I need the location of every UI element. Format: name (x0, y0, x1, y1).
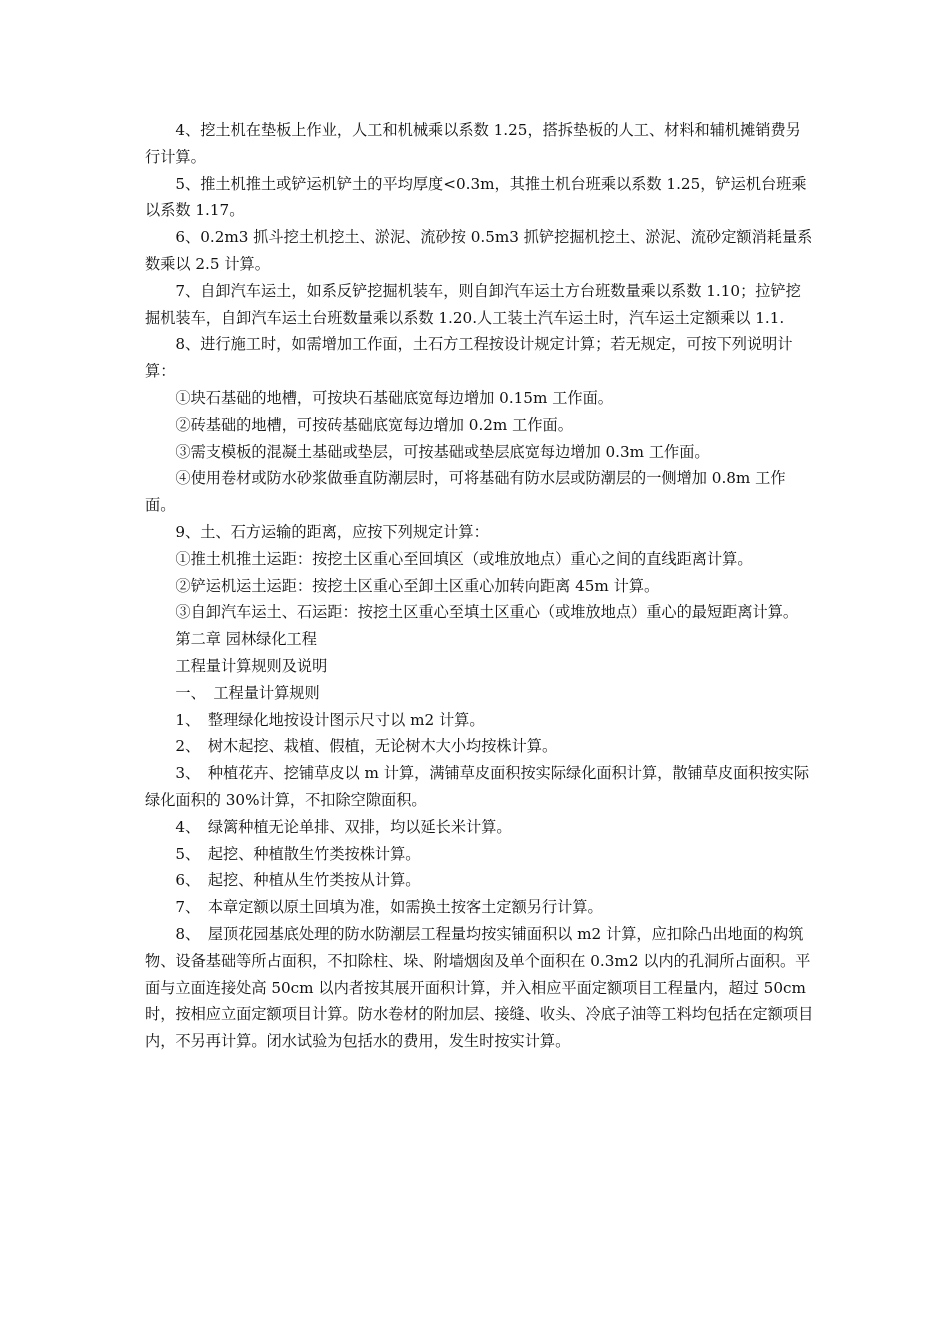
calc-rule-2: 2、 树木起挖、栽植、假植，无论树木大小均按株计算。 (175, 737, 558, 756)
paragraph-rule-8-item-1: ①块石基础的地槽，可按块石基础底宽每边增加 0.15m 工作面。 (175, 388, 613, 407)
paragraph-rule-7: 7、自卸汽车运土，如系反铲挖掘机装车，则自卸汽车运土方台班数量乘以系数 1.10；拉铲挖掘机装车，自卸汽车运土台班数量乘以系数 1.20.人工装土汽车运土时，汽车运土定额乘以 1.1. (145, 281, 801, 327)
paragraph-rule-6: 6、0.2m3 抓斗挖土机挖土、淤泥、流砂按 0.5m3 抓铲挖掘机挖土、淤泥、流砂定额消耗量系数乘以 2.5 计算。 (145, 228, 813, 273)
paragraph-rule-8-item-2: ②砖基础的地槽，可按砖基础底宽每边增加 0.2m 工作面。 (175, 415, 573, 434)
calc-rule-5: 5、 起挖、种植散生竹类按株计算。 (175, 844, 421, 863)
calc-rule-4: 4、 绿篱种植无论单排、双排，均以延长米计算。 (175, 817, 512, 836)
paragraph-rule-9-item-2: ②铲运机运土运距：按挖土区重心至卸土区重心加转向距离 45m 计算。 (175, 576, 660, 595)
document-body (145, 117, 815, 1055)
subsection-heading: 一、 工程量计算规则 (175, 683, 320, 702)
paragraph-rule-8-item-4: ④使用卷材或防水砂浆做垂直防潮层时，可将基础有防水层或防潮层的一侧增加 0.8m 工作面。 (145, 469, 786, 515)
paragraph-rule-8: 8、进行施工时，如需增加工作面，土石方工程按设计规定计算；若无规定，可按下列说明计算： (145, 335, 793, 381)
chapter-heading: 第二章 园林绿化工程 (175, 630, 317, 649)
section-heading: 工程量计算规则及说明 (175, 656, 328, 675)
paragraph-rule-5: 5、推土机推土或铲运机铲土的平均厚度<0.3m，其推土机台班乘以系数 1.25，铲运机台班乘以系数 1.17。 (145, 174, 807, 220)
calc-rule-8: 8、 屋顶花园基底处理的防水防潮层工程量均按实铺面积以 m2 计算，应扣除凸出地面的构筑物、设备基础等所占面积，不扣除柱、垛、附墙烟囱及单个面积在 0.3m2 以内的孔洞所占面积。平面与立面连接处高 50cm 以内者按其展开面积计算，并入相应平面定额项目工程量内，超过 50cm 时，按相应立面定额项目计算。防水卷材的附加层、接缝、收头、冷底子油等工料均包括在定额项目内，不另再计算。闭水试验为包括水的费用，发生时按实计算。 (145, 924, 814, 1051)
paragraph-rule-8-item-3: ③需支模板的混凝土基础或垫层，可按基础或垫层底宽每边增加 0.3m 工作面。 (175, 442, 710, 461)
paragraph-rule-9: 9、土、石方运输的距离，应按下列规定计算： (175, 522, 489, 541)
paragraph-rule-9-item-3: ③自卸汽车运土、石运距：按挖土区重心至填土区重心（或堆放地点）重心的最短距离计算。 (175, 603, 799, 622)
paragraph-rule-4: 4、挖土机在垫板上作业，人工和机械乘以系数 1.25，搭拆垫板的人工、材料和辅机摊销费另行计算。 (145, 121, 801, 166)
calc-rule-3: 3、 种植花卉、挖铺草皮以 m 计算，满铺草皮面积按实际绿化面积计算，散铺草皮面积按实际绿化面积的 30%计算，不扣除空隙面积。 (145, 764, 810, 809)
calc-rule-1: 1、 整理绿化地按设计图示尺寸以 m2 计算。 (175, 710, 485, 729)
calc-rule-7: 7、 本章定额以原土回填为准，如需换土按客土定额另行计算。 (175, 898, 603, 917)
paragraph-rule-9-item-1: ①推土机推土运距：按挖土区重心至回填区（或堆放地点）重心之间的直线距离计算。 (175, 549, 753, 568)
calc-rule-6: 6、 起挖、种植从生竹类按从计算。 (175, 871, 421, 890)
